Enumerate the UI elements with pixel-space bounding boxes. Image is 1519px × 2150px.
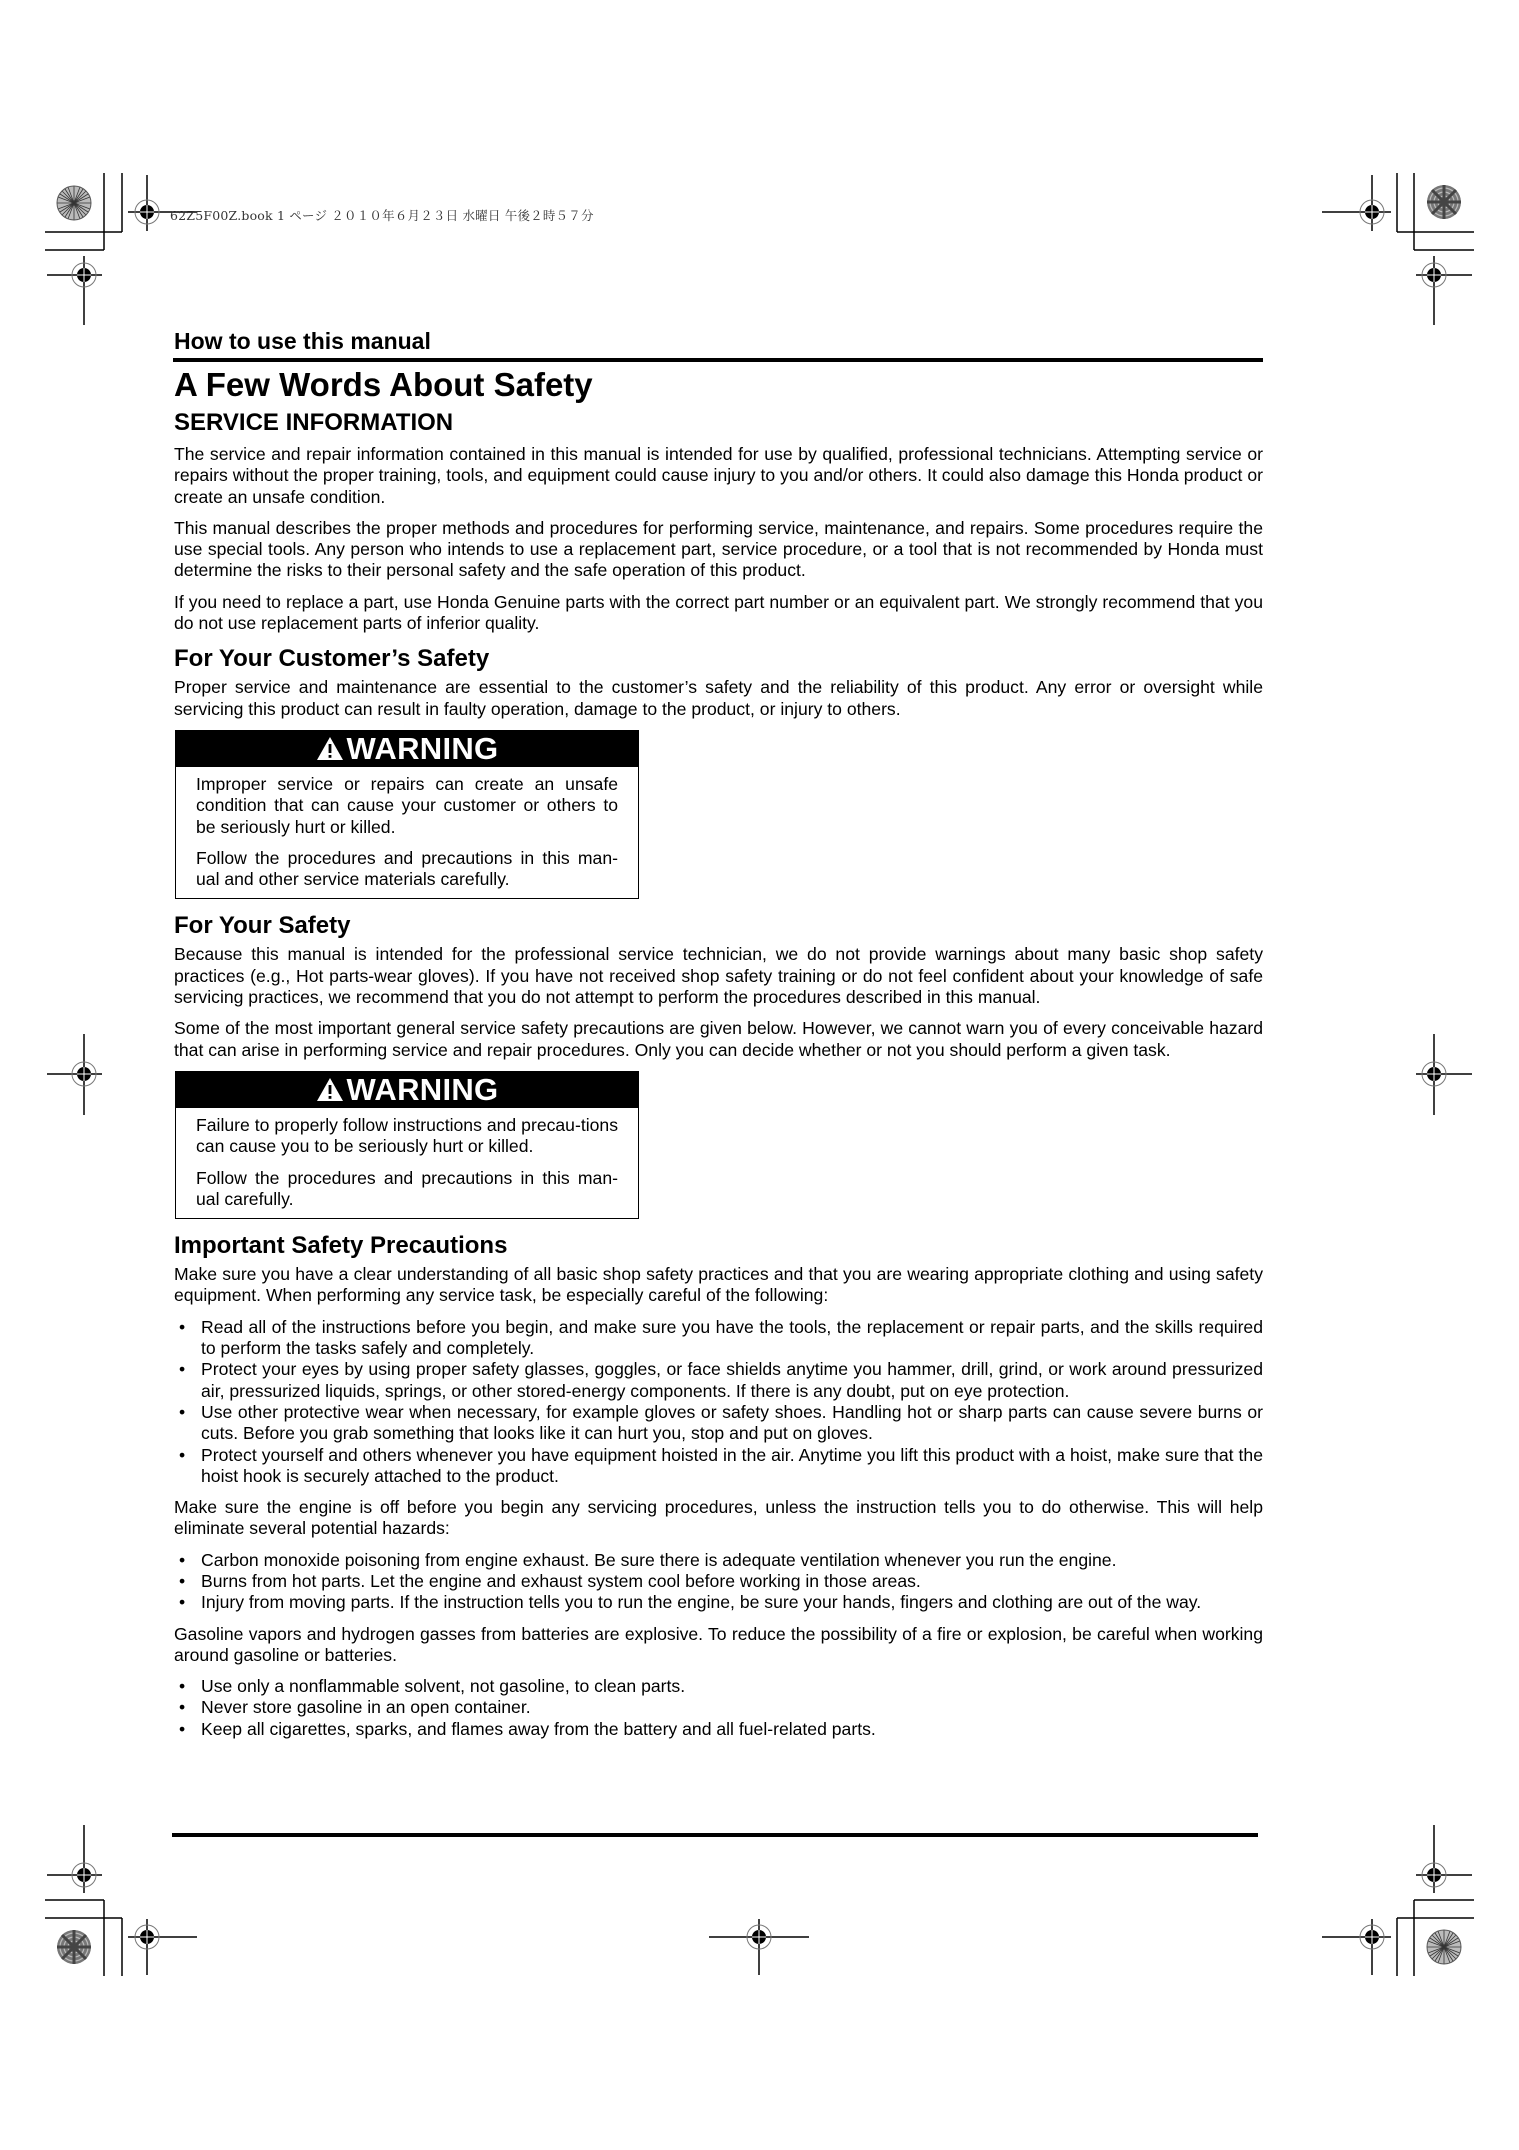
section-important-precautions xyxy=(174,1231,1263,1740)
warning-text: Follow the procedures and precautions in this man-ual and other service materials carefully. xyxy=(196,847,618,890)
list-item: • Injury from moving parts. If the instruction tells you to run the engine, be sure your hands, fingers and clothing are out of the way. xyxy=(179,1592,1202,1613)
section-service-information xyxy=(174,408,1263,634)
section-heading: Important Safety Precautions xyxy=(174,1232,508,1260)
page-body xyxy=(174,408,1263,1750)
list-item: • Protect your eyes by using proper safety glasses, goggles, or face shields anytime you hammer, drill, grind, or work around pressurized air, pressurized liquids, springs, or other stored-energy components. If there is any doubt, put on eye protection. xyxy=(179,1359,1263,1401)
paragraph: The service and repair information contained in this manual is intended for use by qualified, professional technicians. Attempting service or repairs without the proper training, tools, and equipment could cause injury to you and/or others. It could also damage this Honda product or create an unsafe condition. xyxy=(174,444,1263,507)
list-item: • Keep all cigarettes, sparks, and flames away from the battery and all fuel-related parts. xyxy=(179,1718,876,1739)
bullet-icon: • xyxy=(179,1316,186,1337)
bullet-icon: • xyxy=(179,1676,186,1697)
bullet-icon: • xyxy=(179,1718,186,1739)
running-head: How to use this manual xyxy=(174,328,431,354)
bullet-icon: • xyxy=(179,1359,186,1380)
list-item: • Read all of the instructions before you begin, and make sure you have the tools, the replacement or repair parts, and the skills required to perform the tasks safely and completely. xyxy=(179,1316,1263,1359)
paragraph: Because this manual is intended for the professional service technician, we do not provide warnings about many basic shop safety practices (e.g., Hot parts-wear gloves). If you have not received shop safety training or do not feel confident about your knowledge of safe servicing practices, we recommend that you do not attempt to perform the procedures described in this manual. xyxy=(174,944,1263,1008)
section-heading: For Your Safety xyxy=(174,912,351,940)
bullet-icon: • xyxy=(179,1401,186,1422)
warning-box xyxy=(175,1071,639,1219)
warning-text: Follow the procedures and precautions in this man-ual carefully. xyxy=(196,1167,618,1209)
warning-header xyxy=(176,731,638,767)
warning-triangle-icon xyxy=(316,736,344,761)
color-target-icon xyxy=(57,1930,91,1964)
paragraph: Proper service and maintenance are essential to the customer’s safety and the reliability of this product. Any error or oversight while servicing this product can result in faulty operation, damage to the product, or injury to others. xyxy=(174,677,1263,719)
section-your-safety xyxy=(174,911,1263,1219)
color-target-icon xyxy=(57,186,91,220)
warning-triangle-icon xyxy=(316,1077,344,1102)
list-item: • Protect yourself and others whenever you have equipment hoisted in the air. Anytime you lift this product with a hoist, make sure that the hoist hook is securely attached to the product. xyxy=(179,1444,1263,1486)
print-header: 62Z5F00Z.book 1 ページ ２０１０年６月２３日 水曜日 午後２時５７分 xyxy=(170,208,594,223)
bullet-list xyxy=(174,1317,1263,1487)
bullet-list xyxy=(174,1550,1263,1614)
bullet-icon: • xyxy=(179,1444,186,1465)
paragraph: Make sure you have a clear understanding of all basic shop safety practices and that you are wearing appropriate clothing and using safety equipment. When performing any service task, be especially careful of the following: xyxy=(174,1264,1263,1306)
bullet-icon: • xyxy=(179,1570,186,1591)
warning-text: Failure to properly follow instructions and precau-tions can cause you to be seriously hurt or killed. xyxy=(196,1114,618,1157)
paragraph: Gasoline vapors and hydrogen gasses from batteries are explosive. To reduce the possibility of a fire or explosion, be careful when working around gasoline or batteries. xyxy=(174,1623,1263,1665)
warning-text: Improper service or repairs can create an unsafe condition that can cause your customer or others to be seriously hurt or killed. xyxy=(196,773,618,837)
list-item: • Use other protective wear when necessary, for example gloves or safety shoes. Handling hot or sharp parts can cause severe burns or cuts. Before you grab something that looks like it can hurt you, stop and put on gloves. xyxy=(179,1401,1263,1444)
color-target-icon xyxy=(1427,1930,1461,1964)
bullet-icon: • xyxy=(179,1549,186,1570)
paragraph: Some of the most important general service safety precautions are given below. However, we cannot warn you of every conceivable hazard that can arise in performing service and repair procedures. Only you can decide whether or not you should perform a given task. xyxy=(174,1018,1263,1060)
warning-box xyxy=(175,730,639,899)
section-heading: SERVICE INFORMATION xyxy=(174,409,454,436)
paragraph: Make sure the engine is off before you begin any servicing procedures, unless the instruction tells you to do otherwise. This will help eliminate several potential hazards: xyxy=(174,1497,1263,1539)
section-heading: For Your Customer’s Safety xyxy=(174,645,490,673)
list-item: • Carbon monoxide poisoning from engine exhaust. Be sure there is adequate ventilation whenever you run the engine. xyxy=(179,1549,1117,1570)
bullet-icon: • xyxy=(179,1697,186,1718)
footer-rule xyxy=(172,1833,1258,1837)
page-title: A Few Words About Safety xyxy=(174,366,593,403)
list-item: • Use only a nonflammable solvent, not gasoline, to clean parts. xyxy=(179,1676,686,1697)
list-item: • Burns from hot parts. Let the engine and exhaust system cool before working in those areas. xyxy=(179,1570,921,1591)
bullet-icon: • xyxy=(179,1592,186,1613)
paragraph: This manual describes the proper methods and procedures for performing service, maintenance, and repairs. Some procedures require the use special tools. Any person who intends to use a replacement part, service procedure, or a tool that is not recommended by Honda must determine the risks to their personal safety and the safe operation of this product. xyxy=(174,517,1263,581)
header-rule xyxy=(173,358,1263,362)
paragraph: If you need to replace a part, use Honda Genuine parts with the correct part number or an equivalent part. We strongly recommend that you do not use replacement parts of inferior quality. xyxy=(174,591,1263,634)
section-customers-safety xyxy=(174,644,1263,899)
color-target-icon xyxy=(1427,185,1461,219)
warning-title: WARNING xyxy=(346,730,499,766)
warning-header xyxy=(176,1072,638,1108)
bullet-list xyxy=(174,1676,1263,1740)
warning-title: WARNING xyxy=(346,1071,499,1107)
list-item: • Never store gasoline in an open container. xyxy=(179,1697,531,1718)
